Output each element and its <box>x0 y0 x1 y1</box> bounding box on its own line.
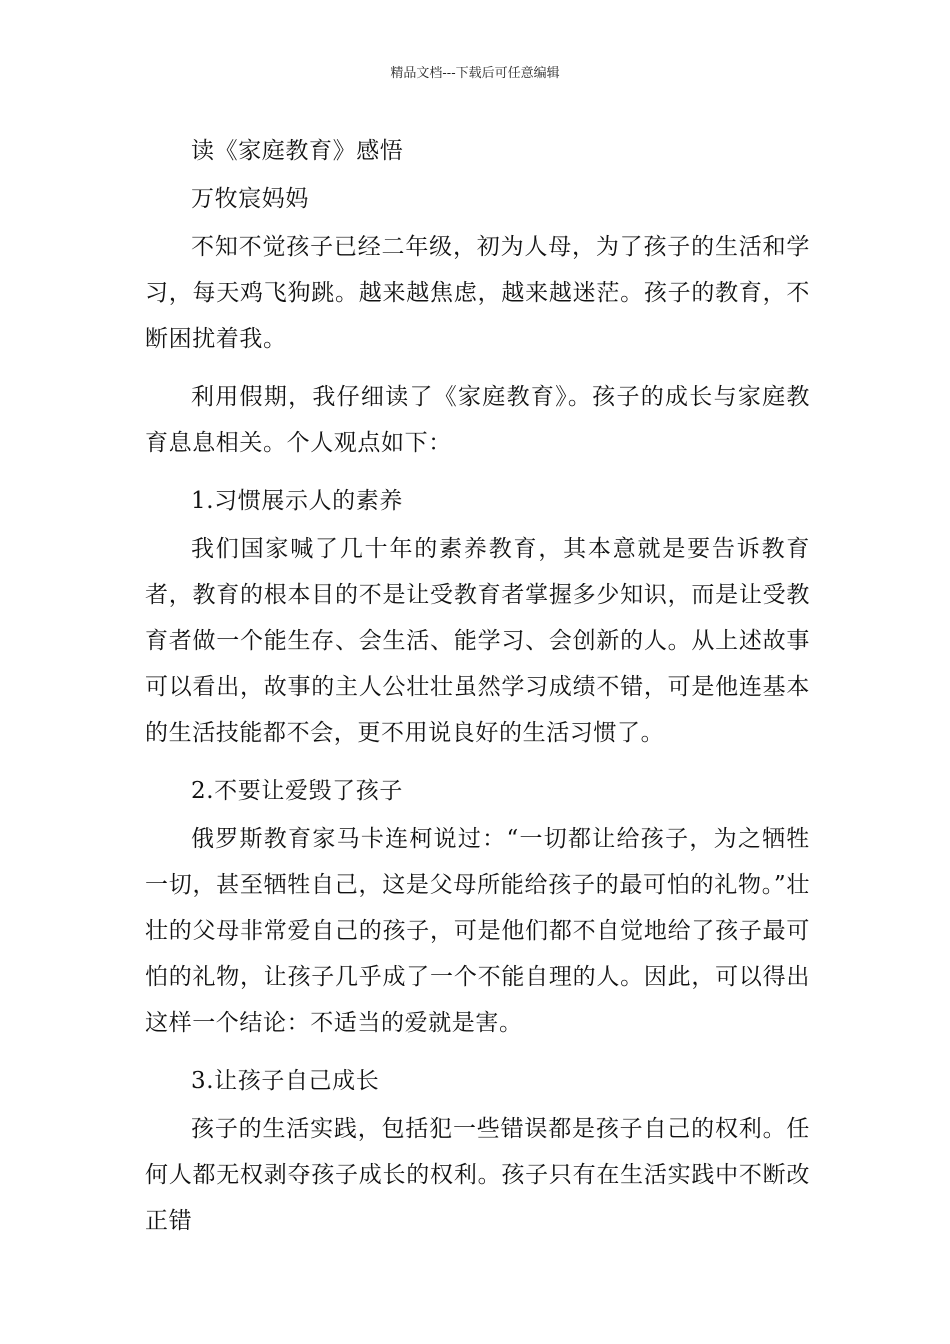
section-text-growth: 孩子的生活实践，包括犯一些错误都是孩子自己的权利。任何人都无权剥夺孩子成长的权利。孩子只有在生活实践中不断改正错 <box>145 1116 810 1234</box>
section-heading-habits: 1.习惯展示人的素养 <box>191 488 403 514</box>
section-heading-love: 2.不要让爱毁了孩子 <box>191 778 403 804</box>
paragraph-intro: 不知不觉孩子已经二年级，初为人母，为了孩子的生活和学习，每天鸡飞狗跳。越来越焦虑，越来越迷茫。孩子的教育，不断困扰着我。 <box>145 234 810 352</box>
paragraph-reading: 利用假期，我仔细读了《家庭教育》。孩子的成长与家庭教育息息相关。个人观点如下： <box>145 384 810 456</box>
page-header: 精品文档---下载后可任意编辑 <box>390 66 560 81</box>
document-author: 万牧宸妈妈 <box>191 186 309 212</box>
section-heading-growth: 3.让孩子自己成长 <box>191 1068 380 1094</box>
document-body <box>145 128 810 1256</box>
document-title: 读《家庭教育》感悟 <box>191 138 404 164</box>
section-text-habits: 我们国家喊了几十年的素养教育，其本意就是要告诉教育者，教育的根本目的不是让受教育者掌握多少知识，而是让受教育者做一个能生存、会生活、能学习、会创新的人。从上述故事可以看出，故事的主人公壮壮虽然学习成绩不错，可是他连基本的生活技能都不会，更不用说良好的生活习惯了。 <box>145 536 810 746</box>
section-text-love: 俄罗斯教育家马卡连柯说过：“一切都让给孩子，为之牺牲一切，甚至牺牲自己，这是父母所能给孩子的最可怕的礼物。”壮壮的父母非常爱自己的孩子，可是他们都不自觉地给了孩子最可怕的礼物，让孩子几乎成了一个不能自理的人。因此，可以得出这样一个结论：不适当的爱就是害。 <box>145 826 810 1036</box>
